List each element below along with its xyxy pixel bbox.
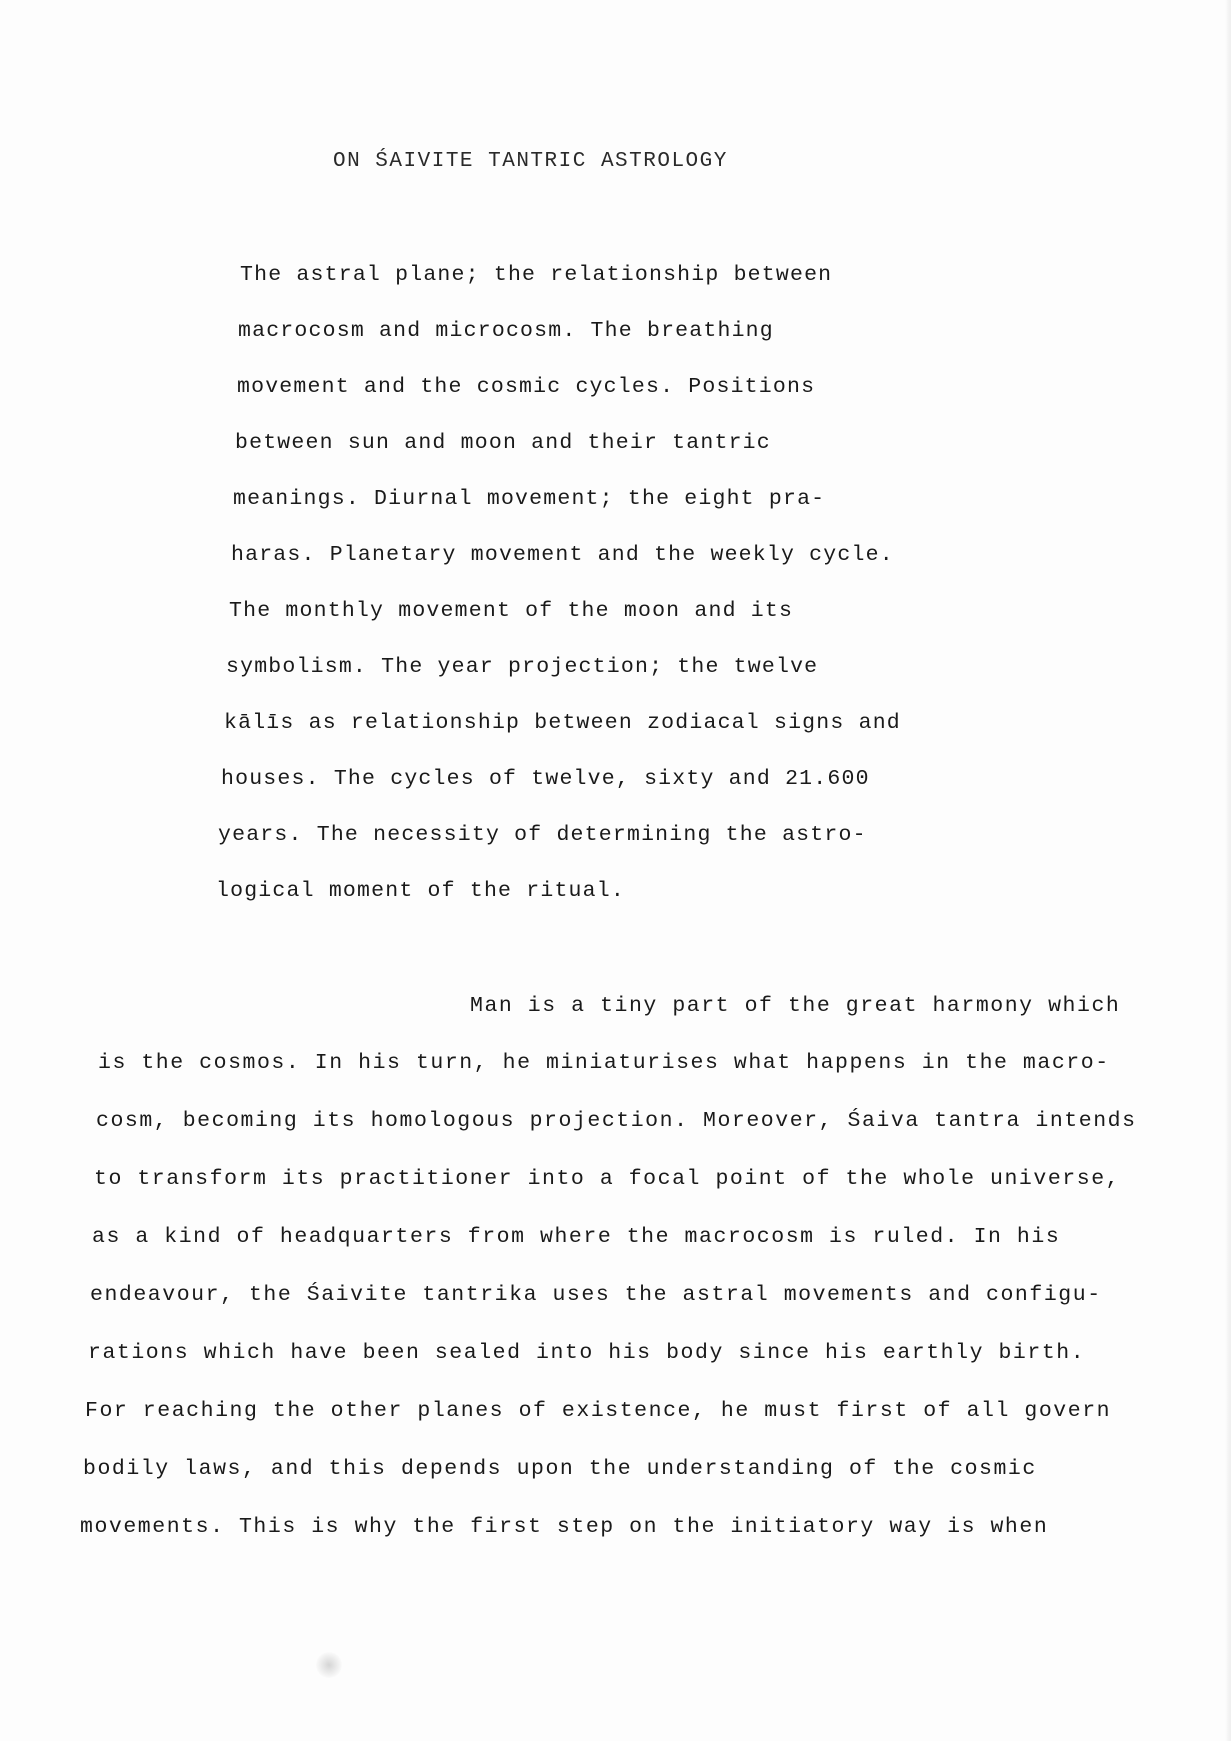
abstract-line: haras. Planetary movement and the weekly cycle. bbox=[231, 543, 894, 567]
body-line: endeavour, the Śaivite tantrika uses the astral movements and configu- bbox=[90, 1283, 1102, 1307]
body-line: is the cosmos. In his turn, he miniaturises what happens in the macro- bbox=[98, 1051, 1110, 1075]
body-line: cosm, becoming its homologous projection. Moreover, Śaiva tantra intends bbox=[96, 1109, 1137, 1133]
abstract-line: logical moment of the ritual. bbox=[216, 879, 625, 903]
abstract-line: kālīs as relationship between zodiacal signs and bbox=[224, 711, 901, 735]
paper-smudge bbox=[316, 1652, 342, 1678]
abstract-line: movement and the cosmic cycles. Positions bbox=[237, 375, 816, 399]
abstract-line: houses. The cycles of twelve, sixty and 21.600 bbox=[221, 767, 870, 791]
abstract-line: The monthly movement of the moon and its bbox=[229, 599, 794, 623]
body-line: movements. This is why the first step on the initiatory way is when bbox=[80, 1515, 1049, 1539]
abstract-line: between sun and moon and their tantric bbox=[235, 431, 771, 455]
abstract-line: years. The necessity of determining the astro- bbox=[218, 823, 867, 847]
abstract-line: macrocosm and microcosm. The breathing bbox=[238, 319, 774, 343]
scan-edge-shadow bbox=[1225, 0, 1231, 1741]
abstract-line: The astral plane; the relationship between bbox=[240, 263, 833, 287]
body-line: Man is a tiny part of the great harmony which bbox=[470, 994, 1121, 1018]
page-title: ON ŚAIVITE TANTRIC ASTROLOGY bbox=[333, 150, 728, 173]
body-line: rations which have been sealed into his body since his earthly birth. bbox=[88, 1341, 1086, 1365]
body-line: bodily laws, and this depends upon the understanding of the cosmic bbox=[83, 1457, 1037, 1481]
body-line: as a kind of headquarters from where the macrocosm is ruled. In his bbox=[92, 1225, 1061, 1249]
body-line: to transform its practitioner into a focal point of the whole universe, bbox=[94, 1167, 1121, 1191]
abstract-line: symbolism. The year projection; the twelve bbox=[226, 655, 819, 679]
body-line: For reaching the other planes of existence, he must first of all govern bbox=[85, 1399, 1112, 1423]
abstract-line: meanings. Diurnal movement; the eight pra- bbox=[233, 487, 826, 511]
